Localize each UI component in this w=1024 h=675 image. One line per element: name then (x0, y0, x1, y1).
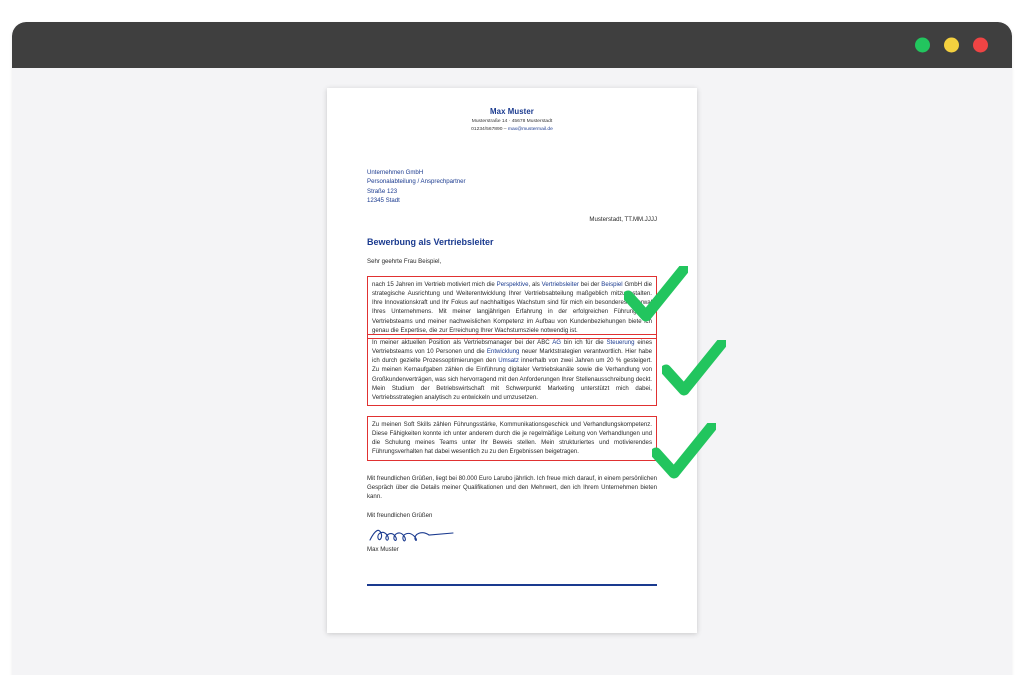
sender-email: max@mustermail.de (507, 127, 553, 133)
sender-contact (327, 127, 697, 134)
letter-closing: Mit freundlichen Grüßen (367, 512, 433, 519)
signature-icon (367, 524, 477, 546)
recipient-line: Unternehmen GmbH (367, 169, 424, 176)
highlighted-term: Entwicklung (486, 348, 520, 356)
recipient-block (367, 168, 466, 206)
signature-name: Max Muster (367, 546, 399, 553)
recipient-line: Personalabteilung / Ansprechpartner (367, 178, 466, 186)
body-paragraph-1 (367, 276, 657, 339)
paragraph-text: GmbH die strategische Ausrichtung und Weiterentwicklung Ihrer Vertriebsabteilung maßgeblich mitzugestalten. Ihre Innovationskraft und Ihr Fokus auf nachhaltiges Wachstum sind für mich ein besonderes Mehrwal Ihres Unternehmens. Mit meiner langjährigen Erfahrung in der erfolgreichen Führung von Vertriebsteams und meiner nachweislichen Kompetenz im Aufbau von Kundenbeziehungen biete ich genau die Expertise, die zur Erreichung Ihrer Wachstumsziele notwendig ist. (372, 281, 653, 334)
letter-page (327, 88, 697, 633)
recipient-line: 12345 Stadt (367, 197, 400, 205)
recipient-line: Straße 123 (367, 187, 398, 195)
sender-phone: 01234/567890 (471, 127, 503, 133)
paragraph-text: eines Vertriebsteams von 10 Personen und die (372, 339, 653, 356)
highlighted-term: Perspektive (496, 281, 529, 288)
contact-separator: – (502, 127, 508, 133)
highlighted-term: Umsatz (498, 357, 519, 365)
window-controls (915, 38, 988, 53)
highlighted-term: Steuerung (606, 339, 635, 346)
highlighted-term: Vertriebsleiter (541, 281, 579, 288)
sender-name: Max Muster (490, 107, 534, 116)
paragraph-text: innerhalb von zwei Jahren um 20 % gesteigert. Zu meinen Kernaufgaben zählen die Einführung digitaler Vertriebskanäle sowie die Verhandlung von Großkundenverträgen, was sich hervorragend mit den Anforderungen Ihrer Stellenausschreibung deckt. Mein Studium der Betriebswirtschaft mit Schwerpunkt Marketing unterstützt mich dabei, Vertriebsstrategien analytisch zu entwickeln und umzusetzen. (372, 357, 652, 401)
paragraph-text: In meiner aktuellen Position als Vertriebsmanager bei der ABC (372, 339, 553, 346)
letter-date: Musterstadt, TT.MM.JJJJ (589, 216, 657, 223)
browser-window (12, 22, 1012, 675)
letter-subject: Bewerbung als Vertriebsleiter (367, 237, 494, 247)
paragraph-text: Zu meinen Soft Skills zählen Führungsstärke, Kommunikationsgeschick und Verhandlungskompetenz. Diese Fähigkeiten konnte ich unter anderem durch die je regelmäßige Leitung von Verhandlungen und die Schulung meines Teams unter Ihr Beweis stellen. Mein strukturiertes und motivierendes Führungsverhalten hat dabei wesentlich zu zu den Ergebnissen beigetragen. (372, 421, 652, 456)
paragraph-text: neuer Marktstrategien verantwortlich. Hier habe ich durch gezielte Prozessoptimierungen den (372, 348, 653, 365)
letter-salutation: Sehr geehrte Frau Beispiel, (367, 258, 442, 265)
close-dot-icon[interactable] (973, 38, 988, 53)
sender-block (327, 106, 697, 134)
highlighted-term: AG (552, 339, 561, 346)
maximize-dot-icon[interactable] (944, 38, 959, 53)
paragraph-text: bin ich für die (561, 339, 607, 346)
minimize-dot-icon[interactable] (915, 38, 930, 53)
footer-divider (367, 584, 657, 586)
paragraph-text: Mit freundlichen Grüßen, liegt bei 80.000 Euro Larubo jährlich. Ich freue mich darauf, in einem persönlichen Gespräch über die Details meiner Qualifikationen und den Mehrwert, den ich Ihrem Unternehmen bieten kann. (367, 475, 657, 501)
sender-address: Musterstraße 14 · 45678 Musterstadt (471, 119, 553, 125)
body-paragraph-2 (367, 334, 657, 406)
highlighted-term: Beispiel (601, 281, 623, 288)
window-titlebar (12, 22, 1012, 68)
document-viewport[interactable] (12, 68, 1012, 675)
paragraph-text: bei der (578, 281, 602, 288)
body-paragraph-3 (367, 416, 657, 461)
body-paragraph-4 (367, 474, 657, 501)
paragraph-text: , als (528, 281, 542, 288)
paragraph-text: nach 15 Jahren im Vertrieb motiviert mich die (372, 281, 497, 288)
